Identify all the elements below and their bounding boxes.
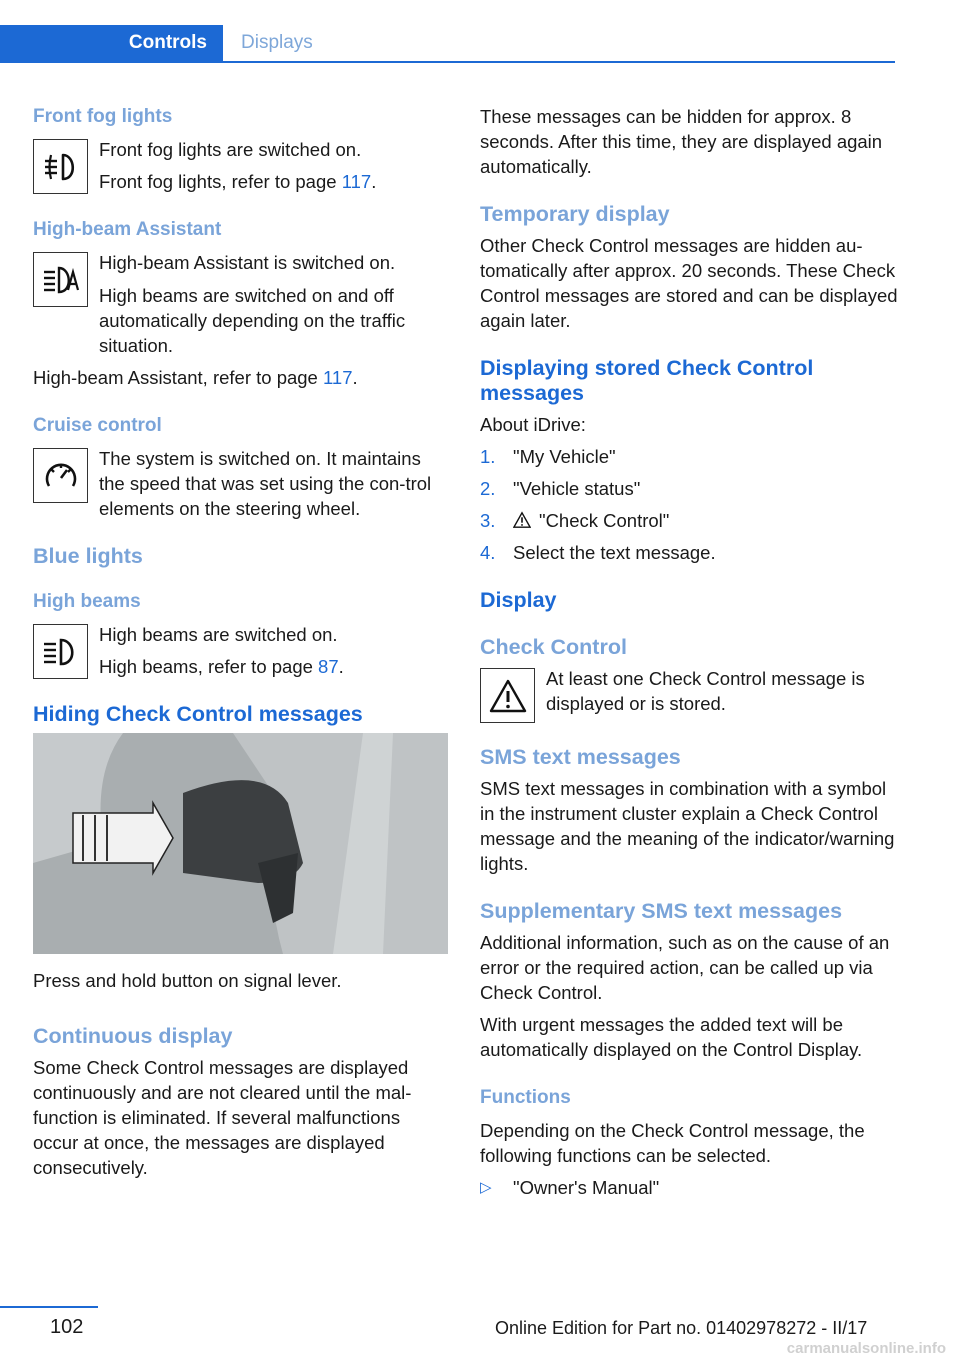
high-beams-section	[33, 622, 448, 686]
signal-lever-illustration	[33, 733, 448, 954]
high-beam-assistant-heading: High-beam Assistant	[33, 219, 222, 240]
functions-text: Depending on the Check Control message, the following functions can be selected.	[480, 1120, 865, 1166]
chapter-tabs	[0, 25, 895, 63]
high-beams-text: High beams are switched on.	[99, 624, 338, 645]
about-idrive-label: About iDrive:	[480, 414, 586, 435]
cruise-control-section	[33, 446, 448, 528]
left-column	[33, 104, 448, 1187]
stored-messages-heading: Displaying stored Check Control messages	[480, 356, 814, 405]
cruise-control-heading: Cruise control	[33, 415, 162, 436]
sms-text: SMS text messages in combination with a symbol in the instrument cluster explain a Check Control message and the meaning of the indicator/warning lights.	[480, 778, 895, 874]
step-item: 1. "My Vehicle"	[480, 446, 616, 467]
hiding-check-control-heading: Hiding Check Control messages	[33, 702, 363, 726]
step-item: 4. Select the text message.	[480, 542, 716, 563]
page-link-117[interactable]: 117	[322, 367, 353, 388]
check-control-text: At least one Check Control message is displayed or is stored.	[546, 668, 865, 714]
display-heading: Display	[480, 588, 557, 612]
cruise-control-icon	[33, 448, 88, 503]
warning-triangle-icon	[480, 668, 535, 723]
front-fog-text: Front fog lights are switched on.	[99, 139, 362, 160]
continuous-display-heading: Continuous display	[33, 1024, 233, 1048]
step-item: 3. "Check Control"	[480, 510, 670, 531]
front-fog-light-icon	[33, 139, 88, 194]
tab-displays[interactable]: Displays	[241, 32, 313, 53]
watermark: carmanualsonline.info	[786, 1340, 946, 1357]
high-beams-heading: High beams	[33, 591, 141, 612]
cruise-control-text: The system is switched on. It maintains the speed that was set using the con‐trol elements on the steering wheel.	[99, 448, 432, 519]
sms-heading: SMS text messages	[480, 745, 681, 769]
hidden-messages-intro: These messages can be hidden for approx. 8 seconds. After this time, they are displayed again automatically.	[480, 106, 883, 177]
triangle-bullet-icon: ▷	[480, 1179, 492, 1196]
temporary-display-heading: Temporary display	[480, 202, 670, 226]
right-column	[480, 104, 898, 1200]
signal-lever-caption: Press and hold button on signal lever.	[33, 970, 342, 991]
check-control-heading: Check Control	[480, 635, 627, 659]
page-number-rule	[0, 1306, 98, 1308]
urgent-messages-text: With urgent messages the added text will be automatically displayed on the Control Display.	[480, 1014, 863, 1060]
blue-lights-heading: Blue lights	[33, 544, 143, 568]
check-control-section	[480, 666, 898, 729]
page-number: 102	[50, 1316, 84, 1338]
idrive-steps	[480, 444, 898, 565]
temporary-display-text: Other Check Control messages are hidden au‐tomatically after approx. 20 seconds. These Check Control messages are stored and can be displayed again later.	[480, 235, 898, 331]
high-beam-assistant-reference: High-beam Assistant, refer to page 117.	[33, 367, 358, 388]
high-beam-assistant-description: High beams are switched on and off automatically depending on the traffic situation.	[99, 285, 406, 356]
high-beam-assistant-icon	[33, 252, 88, 307]
high-beam-icon	[33, 624, 88, 679]
front-fog-heading: Front fog lights	[33, 106, 173, 127]
tab-controls[interactable]: Controls	[0, 25, 223, 61]
supplementary-sms-text: Additional information, such as on the cause of an error or the required action, can be called up via Check Control.	[480, 932, 890, 1003]
page-link-117[interactable]: 117	[341, 171, 372, 192]
high-beam-assistant-text: High-beam Assistant is switched on.	[99, 252, 396, 273]
front-fog-reference: Front fog lights, refer to page 117.	[99, 171, 377, 192]
step-item: 2. "Vehicle status"	[480, 478, 641, 499]
edition-footer: Online Edition for Part no. 01402978272 - II/17	[495, 1318, 868, 1338]
list-item: ▷ "Owner's Manual"	[480, 1177, 660, 1198]
supplementary-sms-heading: Supplementary SMS text messages	[480, 899, 843, 923]
high-beams-reference: High beams, refer to page 87.	[99, 656, 344, 677]
page-link-87[interactable]: 87	[318, 656, 339, 677]
continuous-display-text: Some Check Control messages are displayed continuously and are not cleared until the mal‐function is eliminated. If several malfunctions occur at once, the messages are displayed consecutively.	[33, 1057, 412, 1178]
check-control-small-icon	[513, 508, 539, 533]
functions-list	[480, 1175, 898, 1200]
functions-heading: Functions	[480, 1087, 571, 1108]
front-fog-section	[33, 137, 448, 201]
